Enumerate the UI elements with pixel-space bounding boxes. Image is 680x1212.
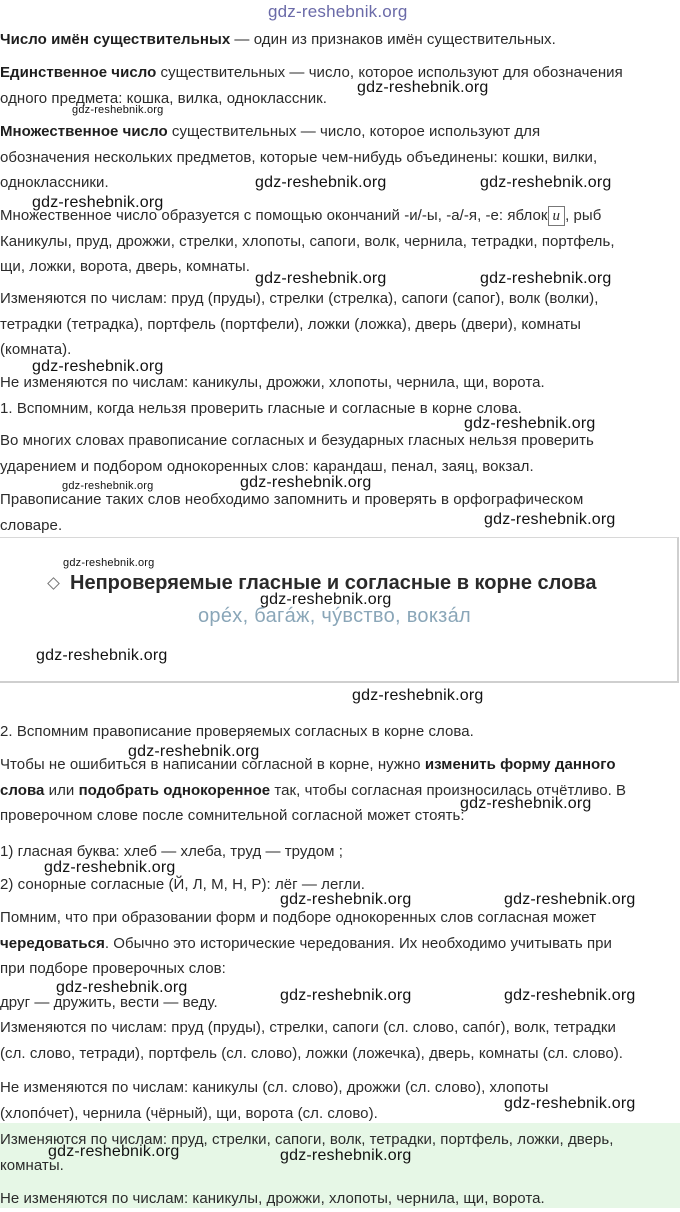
- text: , рыб: [565, 207, 602, 224]
- text: Изменяются по числам: пруд (пруды), стрелки, сапоги (сл. слово, сапóг), волк, тетрадки: [0, 1019, 616, 1036]
- watermark: gdz-reshebnik.org: [32, 194, 164, 211]
- watermark: gdz-reshebnik.org: [280, 987, 412, 1004]
- text: ударением и подбором однокоренных слов: карандаш, пенал, заяц, вокзал.: [0, 457, 534, 475]
- text: или: [44, 781, 79, 799]
- text: . Обычно это исторические чередования. Их необходимо учитывать при: [104, 934, 612, 952]
- watermark: gdz-reshebnik.org: [480, 270, 612, 287]
- text: Правописание таких слов необходимо запомнить и проверять в орфографическом: [0, 491, 584, 508]
- watermark: gdz-reshebnik.org: [32, 358, 164, 375]
- card-examples: орéх, багáж, чýвство, вокзáл: [198, 605, 471, 627]
- rule-sonorant: 2) сонорные согласные (Й, Л, М, Н, Р): лёг — легли.: [0, 876, 365, 893]
- watermark: gdz-reshebnik.org: [480, 174, 612, 191]
- watermark: gdz-reshebnik.org: [260, 591, 392, 608]
- text: комнаты.: [0, 1156, 64, 1174]
- watermark-top: gdz-reshebnik.org: [268, 2, 408, 21]
- text: (хлопóчет), чернила (чёрный), щи, ворота (сл. слово).: [0, 1104, 378, 1122]
- watermark: gdz-reshebnik.org: [280, 1147, 412, 1164]
- text: Изменяются по числам: пруд, стрелки, сапоги, волк, тетрадки, портфель, ложки, дверь,: [0, 1131, 614, 1148]
- text: Не изменяются по числам: каникулы (сл. слово), дрожжи (сл. слово), хлопоты: [0, 1079, 549, 1096]
- text: так, чтобы согласная произносилась отчётливо. В: [270, 781, 627, 799]
- text: Чтобы не ошибиться в написании согласной в корне, нужно: [0, 756, 425, 773]
- watermark: gdz-reshebnik.org: [255, 174, 387, 191]
- bold-term: изменить форму данного: [424, 756, 616, 773]
- watermark: gdz-reshebnik.org: [128, 743, 260, 760]
- card-title: Непроверяемые гласные и согласные в корне слова: [70, 572, 597, 594]
- plural-endings: [0, 203, 676, 280]
- watermark: gdz-reshebnik.org: [44, 859, 176, 876]
- diamond-icon: [47, 577, 60, 590]
- bold-term: чередоваться: [0, 934, 105, 952]
- alternation-note: [0, 905, 676, 982]
- unverifiable-explanation: [0, 428, 676, 479]
- text: тетрадки (тетрадка), портфель (портфели), ложки (ложка), дверь (двери), комнаты: [0, 315, 582, 333]
- watermark: gdz-reshebnik.org: [460, 795, 592, 812]
- definition-text: существительных — число, которое используют для обозначения: [156, 64, 623, 81]
- text: Изменяются по числам: пруд (пруды), стрелки (стрелка), сапоги (сапог), волк (волки),: [0, 290, 599, 307]
- answer-no-change: Не изменяются по числам: каникулы, дрожжи, хлопоты, чернила, щи, ворота.: [0, 1190, 545, 1207]
- definition-text: обозначения нескольких предметов, которые чем-нибудь объединены: кошки, вилки,: [0, 148, 598, 166]
- watermark: gdz-reshebnik.org: [62, 480, 154, 492]
- text: (комната).: [0, 341, 72, 358]
- no-change-by-number: Не изменяются по числам: каникулы, дрожжи, хлопоты, чернила, щи, ворота.: [0, 374, 545, 391]
- definition-text: одноклассники.: [0, 174, 109, 191]
- text: (сл. слово, тетради), портфель (сл. слово), ложки (ложечка), дверь, комнаты (сл. слово).: [0, 1044, 623, 1062]
- definition-text: одного предмета: кошка, вилка, одноклассник.: [0, 89, 327, 107]
- watermark: gdz-reshebnik.org: [280, 891, 412, 908]
- ending-box: и: [548, 206, 566, 226]
- definition-number: [0, 27, 676, 53]
- watermark: gdz-reshebnik.org: [504, 891, 636, 908]
- text: словаре.: [0, 516, 63, 534]
- alternation-examples: друг — дружить, вести — веду.: [0, 994, 218, 1011]
- watermark: gdz-reshebnik.org: [504, 1095, 636, 1112]
- watermark: gdz-reshebnik.org: [56, 979, 188, 996]
- change-by-number: [0, 286, 676, 363]
- text: Во многих словах правописание согласных и безударных гласных нельзя проверить: [0, 432, 594, 449]
- bold-term: слова: [0, 781, 45, 799]
- watermark: gdz-reshebnik.org: [357, 79, 489, 96]
- term-singular: Единственное число: [0, 64, 157, 81]
- watermark: gdz-reshebnik.org: [352, 687, 484, 704]
- task-2-heading: 2. Вспомним правописание проверяемых согласных в корне слова.: [0, 723, 474, 740]
- text: проверочном слове после сомнительной согласной может стоять:: [0, 807, 465, 824]
- watermark: gdz-reshebnik.org: [72, 104, 164, 116]
- rule-vowel: 1) гласная буква: хлеб — хлеба, труд — трудом ;: [0, 843, 343, 860]
- bold-term: подобрать однокоренное: [78, 781, 271, 799]
- definition-text: существительных — число, которое используют для: [167, 123, 541, 140]
- change-by-number-detailed: [0, 1015, 676, 1066]
- task-1-heading: 1. Вспомним, когда нельзя проверить гласные и согласные в корне слова.: [0, 400, 522, 417]
- text: Множественное число образуется с помощью окончаний -и/-ы, -а/-я, -е: яблок: [0, 207, 548, 224]
- definition-text: — один из признаков имён существительных.: [230, 31, 556, 48]
- term-number: Число имён существительных: [0, 31, 231, 48]
- watermark: gdz-reshebnik.org: [464, 415, 596, 432]
- text: Каникулы, пруд, дрожжи, стрелки, хлопоты, сапоги, волк, чернила, тетрадки, портфель,: [0, 232, 615, 250]
- watermark: gdz-reshebnik.org: [240, 474, 372, 491]
- watermark: gdz-reshebnik.org: [484, 511, 616, 528]
- text: щи, ложки, ворота, дверь, комнаты.: [0, 258, 250, 275]
- watermark: gdz-reshebnik.org: [48, 1143, 180, 1160]
- verifiable-explanation: [0, 752, 676, 829]
- text: Помним, что при образовании форм и подборе однокоренных слов согласная может: [0, 909, 597, 926]
- watermark: gdz-reshebnik.org: [255, 270, 387, 287]
- term-plural: Множественное число: [0, 123, 168, 140]
- text: при подборе проверочных слов:: [0, 960, 226, 977]
- watermark: gdz-reshebnik.org: [36, 647, 168, 664]
- watermark: gdz-reshebnik.org: [504, 987, 636, 1004]
- watermark: gdz-reshebnik.org: [63, 557, 155, 569]
